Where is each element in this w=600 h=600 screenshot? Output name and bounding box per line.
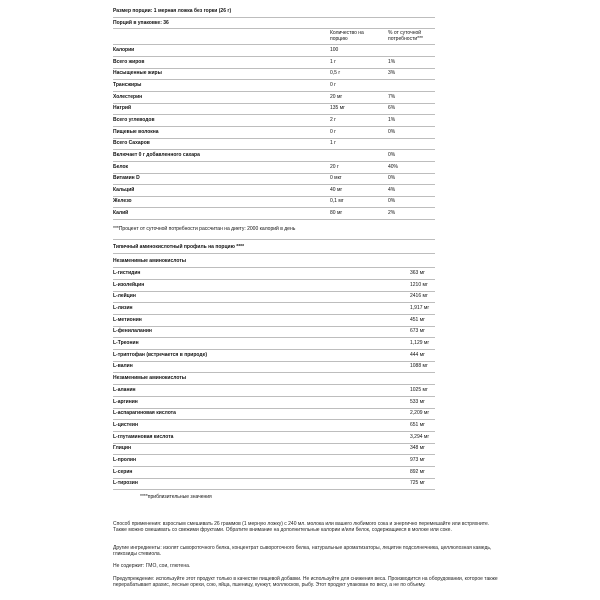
nutrient-name: Белок — [113, 163, 129, 170]
nutrient-amount: 20 г — [330, 163, 339, 170]
divider — [113, 126, 435, 127]
nutrient-dv: 0% — [388, 151, 396, 158]
nutrient-dv: 1% — [388, 116, 396, 123]
nutrient-amount: 0,5 г — [330, 70, 341, 77]
amino-amount: 673 мг — [410, 328, 425, 335]
divider — [113, 466, 435, 467]
nutrient-amount: 1 г — [330, 58, 336, 65]
amino-amount: 1,917 мг — [410, 304, 430, 311]
nutrient-amount: 20 мг — [330, 93, 343, 100]
nutrient-amount: 0 г — [330, 81, 336, 88]
nutrient-name: Включает 0 г добавленного сахара — [113, 151, 200, 158]
divider — [113, 384, 435, 385]
amino-profile-title: Типичный аминокислотный профиль на порцию **** — [113, 244, 245, 250]
column-amount-header: Количество на порцию — [330, 30, 364, 42]
divider — [113, 207, 435, 208]
amino-name: L-цистеин — [113, 421, 138, 428]
amino-amount: 651 мг — [410, 421, 425, 428]
divider — [113, 419, 435, 420]
footnote-approx: ****приблизительные значения — [140, 494, 212, 500]
nutrient-name: Кальций — [113, 186, 135, 193]
divider — [113, 279, 435, 280]
divider — [113, 431, 435, 432]
divider — [113, 149, 435, 150]
usage-text: Способ применения: взрослым смешивать 26 граммов (1 мерную ложку) с 240 мл. молока или вашего любимого сока и энергично перемешайте или встряхните. Также можно смешивать со свежими фруктами. Обратите внимание на дополнительные калории и/или белок, содержащиеся в молоке или соке. — [113, 521, 490, 534]
amino-amount: 3,294 мг — [410, 433, 430, 440]
amino-amount: 725 мг — [410, 480, 425, 487]
divider — [113, 302, 435, 303]
divider — [113, 408, 435, 409]
amino-amount: 2,209 мг — [410, 410, 430, 417]
nutrient-amount: 2 г — [330, 116, 336, 123]
divider — [113, 314, 435, 315]
amino-name: L-аланин — [113, 387, 136, 393]
column-dv-header: % от суточной потребности*** — [388, 30, 423, 42]
amino-section-title: Незаменимые аминокислоты — [113, 375, 187, 381]
divider — [113, 184, 435, 185]
nutrient-name: Калории — [113, 47, 135, 53]
amino-name: L-тирозин — [113, 480, 138, 487]
nutrient-amount: 1 г — [330, 140, 336, 147]
amino-name: L-Треонин — [113, 339, 139, 346]
nutrient-amount: 0 г — [330, 128, 336, 135]
nutrient-dv: 40% — [388, 163, 399, 170]
nutrient-name: Железо — [113, 198, 132, 205]
divider — [113, 114, 435, 115]
divider — [113, 138, 435, 139]
amino-amount: 1210 мг — [410, 281, 428, 288]
amino-name: L-гистидин — [113, 270, 141, 276]
footnote-daily-value: ***Процент от суточной потребности рассчитан на диету: 2000 калорий в день — [113, 226, 296, 232]
ingredients-text: Другие ингредиенты: изолят сывороточного белка, концентрат сывороточного белка, натуральные ароматизаторы, лецитин подсолнечника, целлюлозная камедь, гликозиды стевиола. — [113, 545, 492, 558]
nutrient-name: Насыщенные жиры — [113, 70, 162, 77]
nutrient-name: Пищевые волокна — [113, 128, 159, 135]
amino-amount: 1088 мг — [410, 363, 428, 370]
divider — [113, 196, 435, 197]
amino-amount: 973 мг — [410, 456, 425, 463]
nutrient-amount: 0 мкг — [330, 175, 342, 182]
nutrient-name: Всего углеводов — [113, 116, 155, 123]
divider — [113, 372, 435, 373]
amino-name: L-триптофан (встречается в природе) — [113, 351, 208, 358]
nutrient-dv: 1% — [388, 58, 396, 65]
nutrient-name: Витамин D — [113, 175, 140, 182]
amino-name: L-валин — [113, 363, 133, 370]
divider — [113, 454, 435, 455]
divider — [113, 396, 435, 397]
amino-amount: 533 мг — [410, 398, 425, 405]
amino-amount: 1,129 мг — [410, 339, 430, 346]
amino-name: L-глутаминовая кислота — [113, 433, 174, 440]
amino-amount: 363 мг — [410, 270, 425, 276]
nutrient-amount: 135 мг — [330, 105, 345, 112]
nutrient-amount: 0,1 мг — [330, 198, 344, 205]
nutrient-dv: 2% — [388, 210, 396, 217]
divider — [113, 337, 435, 338]
divider — [113, 103, 435, 104]
warning-text: Предупреждение: используйте этот продукт только в качестве пищевой добавки. Не используйте для снижения веса. Производится на оборудовании, которое также перерабатывает арахис, лесные орехи, сою, яйца, пшеницу, кунжут, моллюсков, рыбу. Этот продукт упакован по весу, а не по объему. — [113, 576, 498, 589]
amino-name: L-лейцин — [113, 293, 136, 300]
amino-name: L-аспарагиновая кислота — [113, 410, 176, 417]
nutrient-amount: 40 мг — [330, 186, 343, 193]
nutrient-name: Натрий — [113, 105, 132, 112]
amino-name: L-лизин — [113, 304, 133, 311]
amino-amount: 348 мг — [410, 445, 425, 452]
nutrient-dv: 4% — [388, 186, 396, 193]
servings-per-container: Порций в упаковке: 36 — [113, 20, 169, 26]
amino-amount: 444 мг — [410, 351, 425, 358]
free-of-text: Не содержит: ГМО, сои, глютена. — [113, 563, 191, 569]
nutrient-dv: 3% — [388, 70, 396, 77]
divider — [113, 91, 435, 92]
amino-name: L-пролин — [113, 456, 136, 463]
amino-amount: 1025 мг — [410, 387, 428, 393]
divider — [113, 79, 435, 80]
amino-section-title: Незаменимые аминокислоты — [113, 258, 187, 264]
divider — [113, 44, 435, 45]
nutrient-name: Всего жиров — [113, 58, 145, 65]
amino-amount: 2416 мг — [410, 293, 428, 300]
divider — [113, 478, 435, 479]
divider — [113, 349, 435, 350]
nutrient-amount: 100 — [330, 47, 339, 53]
nutrient-name: Калий — [113, 210, 129, 217]
divider — [113, 161, 435, 162]
nutrient-dv: 0% — [388, 128, 396, 135]
amino-name: L-фенилаланин — [113, 328, 152, 335]
amino-name: L-метионин — [113, 316, 142, 323]
amino-name: L-изолейцин — [113, 281, 145, 288]
nutrient-dv: 0% — [388, 198, 396, 205]
divider — [113, 361, 435, 362]
divider — [113, 219, 435, 220]
nutrient-name: Всего Сахаров — [113, 140, 150, 147]
divider — [113, 267, 435, 268]
divider — [113, 443, 435, 444]
divider — [113, 68, 435, 69]
nutrient-name: Холестерин — [113, 93, 143, 100]
amino-amount: 892 мг — [410, 468, 425, 475]
nutrient-dv: 7% — [388, 93, 396, 100]
amino-name: Глицин — [113, 445, 132, 452]
amino-name: L-серин — [113, 468, 133, 475]
nutrient-amount: 80 мг — [330, 210, 343, 217]
nutrient-dv: 0% — [388, 175, 396, 182]
divider — [113, 489, 435, 490]
divider — [113, 173, 435, 174]
nutrient-name: Трансжиры — [113, 81, 142, 88]
amino-name: L-аргинин — [113, 398, 138, 405]
serving-size: Размер порции: 1 мерная ложка без горки (26 г) — [113, 8, 232, 14]
nutrient-dv: 6% — [388, 105, 396, 112]
divider — [113, 291, 435, 292]
amino-amount: 451 мг — [410, 316, 425, 323]
divider — [113, 326, 435, 327]
divider — [113, 56, 435, 57]
